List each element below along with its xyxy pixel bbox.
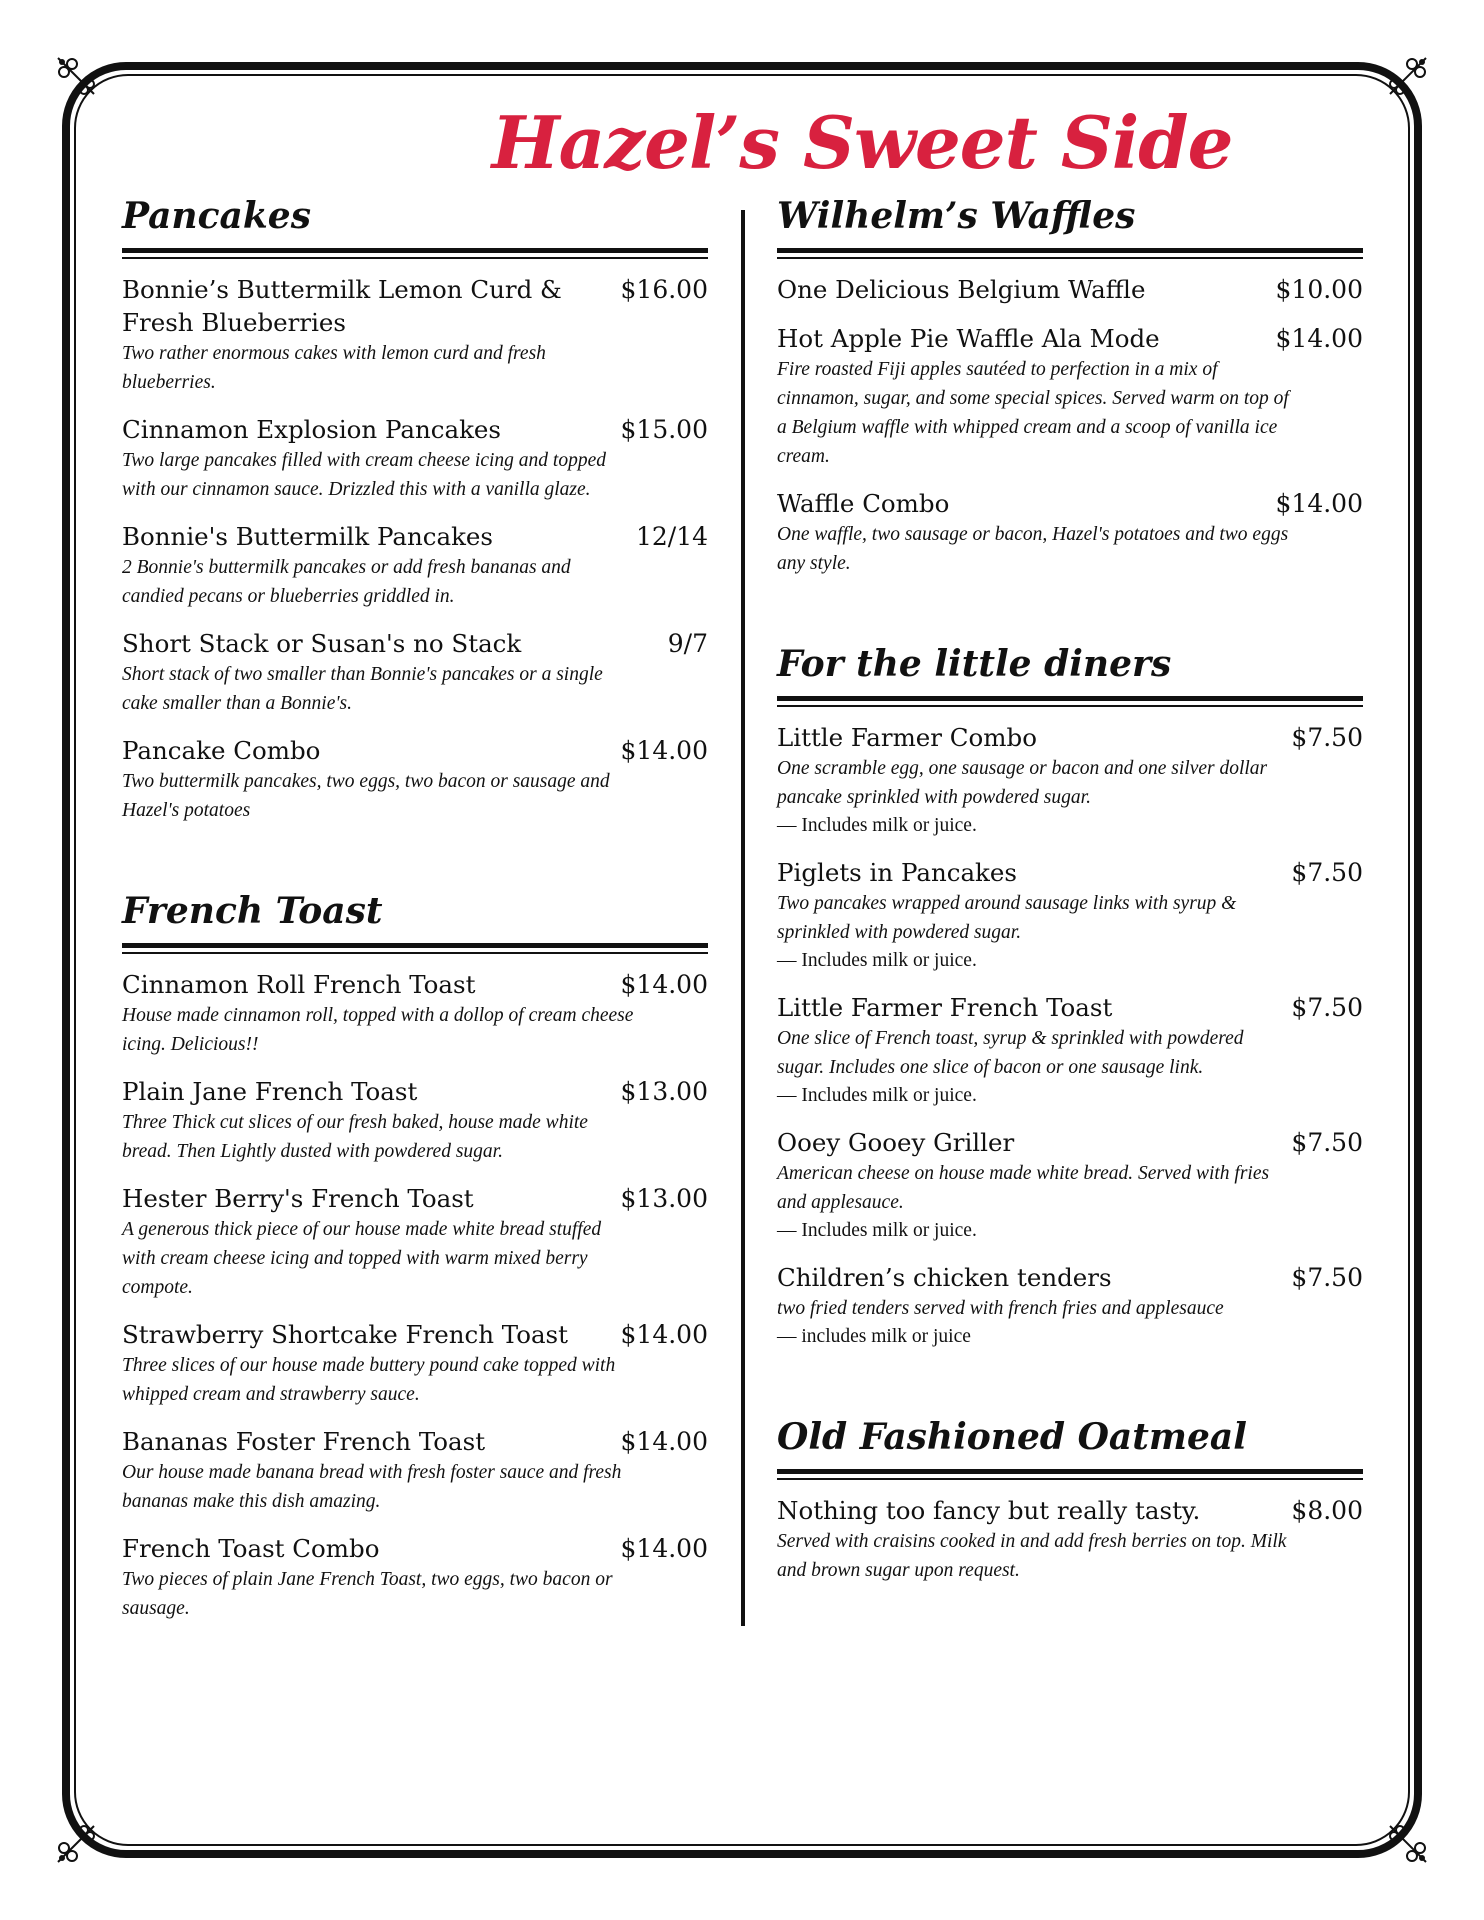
menu-item-name: Children’s chicken tenders — [777, 1263, 1112, 1292]
section-heading: French Toast — [122, 890, 383, 932]
menu-section-wilhelm-s-waffles — [777, 190, 1363, 578]
menu-item-note: — Includes milk or juice. — [777, 950, 977, 971]
floral-ornament-icon — [52, 52, 100, 100]
menu-item-header — [777, 1494, 1363, 1527]
menu-item-description: American cheese on house made white bread. Served with fries and applesauce. — [777, 1163, 1270, 1213]
menu-item — [122, 520, 708, 611]
menu-item — [777, 487, 1363, 578]
menu-item-header — [122, 1318, 708, 1351]
menu-item-description: Served with craisins cooked in and add fresh berries on top. Milk and brown sugar upon request. — [777, 1531, 1287, 1581]
menu-item-name: Hester Berry's French Toast — [122, 1184, 474, 1213]
menu-item-name: Hot Apple Pie Waffle Ala Mode — [777, 324, 1160, 353]
menu-item-price: $7.50 — [1291, 993, 1363, 1022]
menu-item-description: Two large pancakes filled with cream cheese icing and topped with our cinnamon sauce. Drizzled this with a vanilla glaze. — [122, 450, 606, 500]
menu-item-header — [777, 856, 1363, 889]
restaurant-title: Hazel’s Sweet Side — [491, 100, 1233, 185]
menu-item-description: two fried tenders served with french fries and applesauce — [777, 1298, 1224, 1319]
menu-item — [777, 273, 1363, 306]
menu-item-price: $15.00 — [620, 415, 708, 444]
menu-item — [777, 856, 1363, 975]
menu-item-price: $13.00 — [620, 1184, 708, 1213]
section-heading: Wilhelm’s Waffles — [777, 195, 1136, 237]
menu-item-name: Bonnie’s Buttermilk Lemon Curd & Fresh Blueberries — [122, 275, 562, 337]
menu-item-description: One waffle, two sausage or bacon, Hazel's potatoes and two eggs any style. — [777, 524, 1289, 574]
menu-item-description: Three Thick cut slices of our fresh baked, house made white bread. Then Lightly dusted with powdered sugar. — [122, 1112, 588, 1162]
menu-item — [122, 734, 708, 825]
section-rule — [777, 696, 1363, 707]
menu-item-description: One scramble egg, one sausage or bacon and one silver dollar pancake sprinkled with powdered sugar. — [777, 758, 1268, 808]
left-column — [122, 190, 708, 1639]
menu-item-description: Fire roasted Fiji apples sautéed to perfection in a mix of cinnamon, sugar, and some special spices. Served warm on top of a Belgium waffle with whipped cream and a scoop of vanilla ice cream. — [777, 359, 1289, 467]
menu-item — [777, 322, 1363, 471]
menu-item-price: $14.00 — [1275, 489, 1363, 518]
menu-item-name: One Delicious Belgium Waffle — [777, 275, 1146, 304]
menu-item-name: Little Farmer Combo — [777, 723, 1037, 752]
section-rule — [777, 1469, 1363, 1480]
menu-item-price: $14.00 — [620, 1534, 708, 1563]
menu-item-header — [777, 721, 1363, 754]
menu-item-price: $16.00 — [620, 275, 708, 304]
section-rule — [122, 943, 708, 954]
menu-item-note: — Includes milk or juice. — [777, 1085, 977, 1106]
menu-item-header — [777, 1126, 1363, 1159]
menu-item-header — [777, 273, 1363, 306]
menu-item-price: $14.00 — [1275, 324, 1363, 353]
menu-item-note: — Includes milk or juice. — [777, 1220, 977, 1241]
menu-item-name: Plain Jane French Toast — [122, 1077, 418, 1106]
section-rule — [777, 248, 1363, 259]
column-divider — [741, 210, 745, 1626]
menu-section-old-fashioned-oatmeal — [777, 1411, 1363, 1585]
menu-item-price: $10.00 — [1275, 275, 1363, 304]
menu-item-name: Bananas Foster French Toast — [122, 1427, 486, 1456]
menu-item-price: 9/7 — [667, 629, 708, 658]
floral-ornament-icon — [52, 1820, 100, 1868]
menu-section-pancakes — [122, 190, 708, 825]
menu-item-note: — includes milk or juice — [777, 1326, 971, 1347]
menu-item — [777, 721, 1363, 840]
menu-item — [122, 627, 708, 718]
menu-item-header — [122, 1075, 708, 1108]
menu-item-price: $14.00 — [620, 970, 708, 999]
menu-item-name: Bonnie's Buttermilk Pancakes — [122, 522, 493, 551]
menu-item-name: French Toast Combo — [122, 1534, 380, 1563]
menu-item-description: Two pieces of plain Jane French Toast, two eggs, two bacon or sausage. — [122, 1569, 613, 1619]
menu-item-price: $7.50 — [1291, 1128, 1363, 1157]
menu-item-description: One slice of French toast, syrup & sprinkled with powdered sugar. Includes one slice of bacon or one sausage link. — [777, 1028, 1244, 1078]
menu-item-description: Two pancakes wrapped around sausage links with syrup & sprinkled with powdered sugar. — [777, 893, 1237, 943]
menu-item-name: Nothing too fancy but really tasty. — [777, 1496, 1201, 1525]
menu-item — [777, 991, 1363, 1110]
menu-item-name: Ooey Gooey Griller — [777, 1128, 1015, 1157]
menu-item-header — [122, 627, 708, 660]
menu-item — [122, 1182, 708, 1302]
menu-item — [122, 413, 708, 504]
menu-item-description: Short stack of two smaller than Bonnie's pancakes or a single cake smaller than a Bonnie's. — [122, 664, 603, 714]
menu-item-price: $14.00 — [620, 1320, 708, 1349]
section-rule — [122, 248, 708, 259]
menu-item — [122, 1425, 708, 1516]
menu-item-name: Pancake Combo — [122, 736, 321, 765]
section-heading: For the little diners — [777, 643, 1172, 685]
menu-item — [122, 1075, 708, 1166]
menu-item-header — [122, 520, 708, 553]
menu-item-price: 12/14 — [635, 522, 708, 551]
menu-item-header — [122, 273, 708, 339]
section-heading: Old Fashioned Oatmeal — [777, 1416, 1247, 1458]
menu-item-name: Little Farmer French Toast — [777, 993, 1113, 1022]
menu-item — [122, 273, 708, 397]
menu-item-name: Short Stack or Susan's no Stack — [122, 629, 522, 658]
menu-item-header — [122, 1425, 708, 1458]
menu-item-description: Two rather enormous cakes with lemon curd and fresh blueberries. — [122, 343, 546, 393]
menu-item-description: Three slices of our house made buttery pound cake topped with whipped cream and strawberry sauce. — [122, 1355, 616, 1405]
menu-item-price: $13.00 — [620, 1077, 708, 1106]
menu-section-french-toast — [122, 885, 708, 1623]
menu-item-description: Two buttermilk pancakes, two eggs, two bacon or sausage and Hazel's potatoes — [122, 771, 610, 821]
menu-item — [777, 1261, 1363, 1351]
menu-item-header — [122, 734, 708, 767]
menu-item-description: A generous thick piece of our house made white bread stuffed with cream cheese icing and topped with warm mixed berry compote. — [122, 1219, 602, 1298]
menu-item-header — [777, 322, 1363, 355]
menu-item-price: $7.50 — [1291, 723, 1363, 752]
menu-item-header — [777, 991, 1363, 1024]
section-heading: Pancakes — [122, 195, 311, 237]
right-column — [777, 190, 1363, 1601]
menu-item-header — [777, 487, 1363, 520]
menu-item-price: $7.50 — [1291, 1263, 1363, 1292]
menu-item-header — [122, 1532, 708, 1565]
menu-item-note: — Includes milk or juice. — [777, 815, 977, 836]
menu-item-name: Cinnamon Roll French Toast — [122, 970, 476, 999]
menu-section-for-the-little-diners — [777, 638, 1363, 1351]
menu-item-name: Cinnamon Explosion Pancakes — [122, 415, 502, 444]
menu-item-header — [777, 1261, 1363, 1294]
menu-item — [122, 968, 708, 1059]
menu-item-description: Our house made banana bread with fresh foster sauce and fresh bananas make this dish amazing. — [122, 1462, 622, 1512]
menu-item-price: $7.50 — [1291, 858, 1363, 887]
menu-item-name: Piglets in Pancakes — [777, 858, 1017, 887]
floral-ornament-icon — [1384, 52, 1432, 100]
menu-item-header — [122, 413, 708, 446]
menu-item — [777, 1126, 1363, 1245]
menu-item-price: $14.00 — [620, 1427, 708, 1456]
menu-item-header — [122, 1182, 708, 1215]
menu-item-price: $8.00 — [1291, 1496, 1363, 1525]
menu-item-header — [122, 968, 708, 1001]
menu-item-name: Waffle Combo — [777, 489, 950, 518]
menu-item-price: $14.00 — [620, 736, 708, 765]
menu-item — [777, 1494, 1363, 1585]
menu-item — [122, 1318, 708, 1409]
menu-item-description: House made cinnamon roll, topped with a dollop of cream cheese icing. Delicious!! — [122, 1005, 634, 1055]
menu-item-name: Strawberry Shortcake French Toast — [122, 1320, 568, 1349]
floral-ornament-icon — [1384, 1820, 1432, 1868]
menu-item — [122, 1532, 708, 1623]
menu-item-description: 2 Bonnie's buttermilk pancakes or add fresh bananas and candied pecans or blueberries griddled in. — [122, 557, 571, 607]
